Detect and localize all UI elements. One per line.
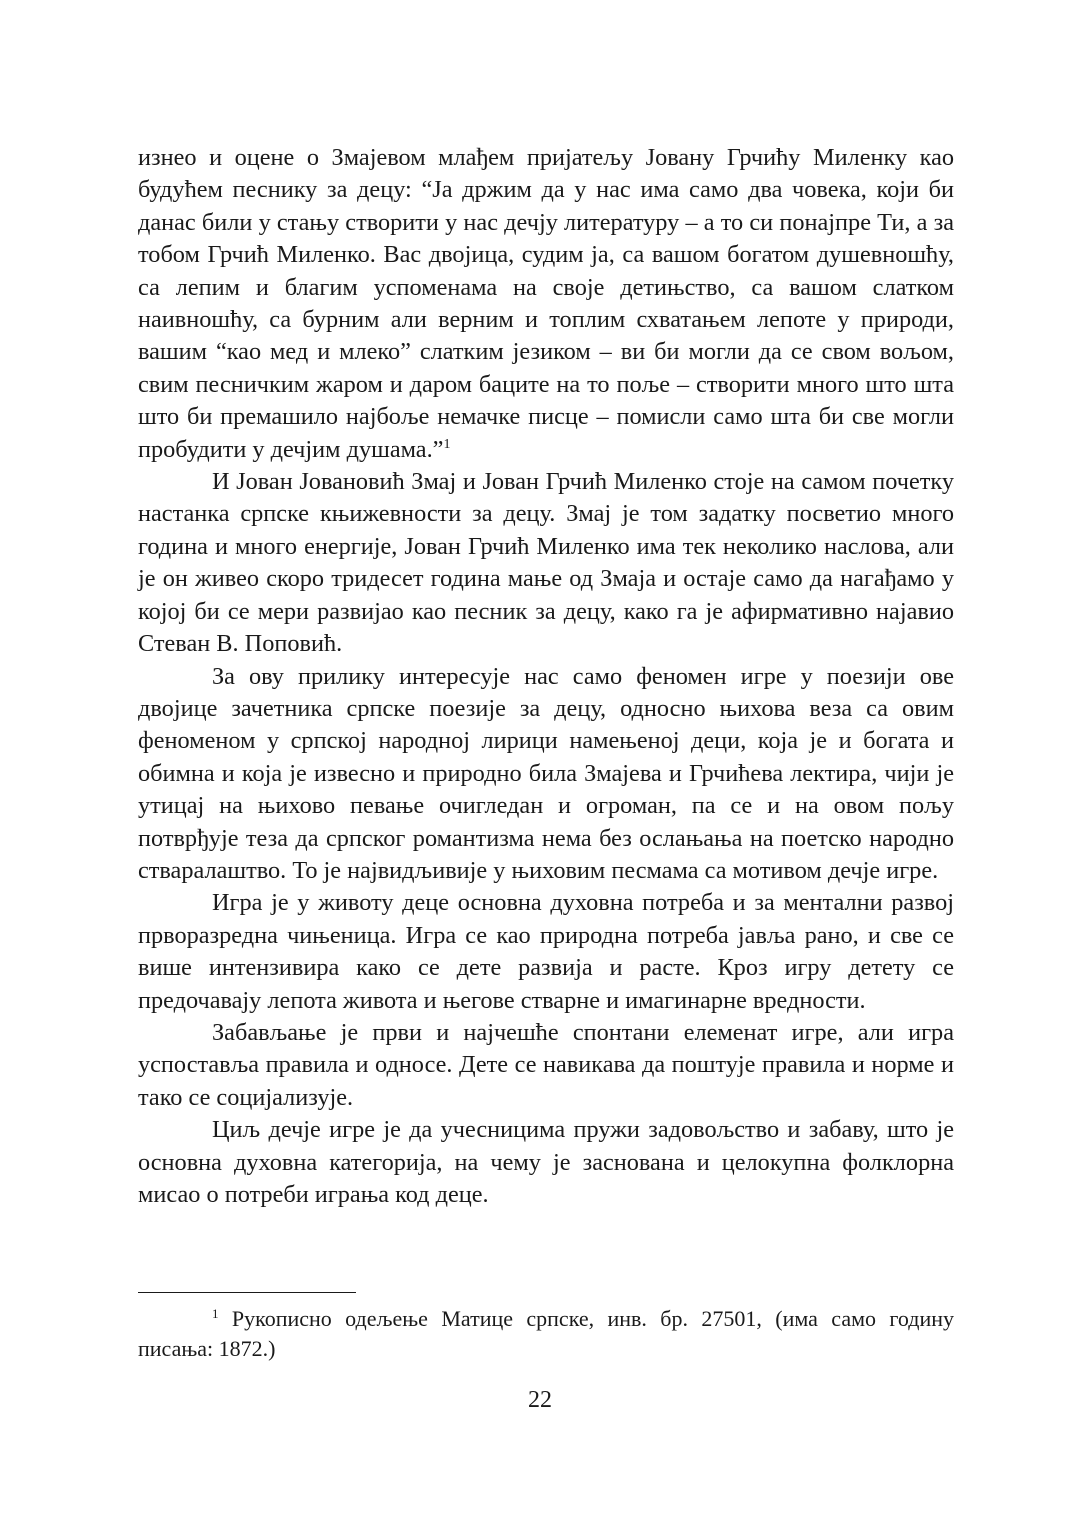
footnote-reference[interactable]: 1 (443, 436, 451, 452)
footnote-text: Рукописно одељење Матице српске, инв. бр. 27501, (има само годину писања: 1872.) (138, 1306, 954, 1361)
paragraph-6: Циљ дечје игре је да учесницима пружи задовољство и забаву, што је основна духовна категорија, на чему је заснована и целокупна фолклорна мисао о потреби играња код деце. (138, 1116, 954, 1208)
footnote (138, 1304, 954, 1364)
paragraph-2: И Јован Јовановић Змај и Јован Грчић Миленко стоје на самом почетку настанка српске књижевности за децу. Змај је том задатку посветио много година и много енергије, Јован Грчић Миленко има тек неколико наслова, али је он живео скоро тридесет година мање од Змаја и остаје само да нагађамо у којој би се мери развијао као песник за децу, како га је афирмативно најавио Стеван В. Поповић. (138, 468, 954, 658)
paragraph-4: Игра је у животу деце основна духовна потреба и за ментални развој прворазредна чињеница. Игра се као природна потреба јавља рано, и све се више интензивира како се дете развија и расте. Кроз игру детету се предочавају лепота живота и његове стварне и имагинарне вредности. (138, 889, 954, 1014)
paragraph-1-text: изнео и оцене о Змајевом млађем пријатељу Јовану Грчићу Миленку као будућем песнику за децу: “Ја држим да у нас има само два човека, који би данас били у стању створити у нас дечју литературу – а то си понајпре Ти, а за тобом Грчић Миленко. Вас двојица, судим ја, са вашом богатом душевношћу, са лепим и благим успоменама на своје детињство, са вашом слатком наивношћу, са бурним али верним и топлим схватањем лепоте у природи, вашим “као мед и млеко” слатким језиком – ви би могли да се свом вољом, свим песничким жаром и даром баците на то поље – створити много што шта што би премашило најбоље немачке писце – помисли само шта би све могли пробудити у дечјим душама.” (138, 144, 954, 463)
page-number: 22 (528, 1387, 552, 1413)
page-body (138, 142, 954, 1211)
footnote-divider (138, 1292, 356, 1293)
paragraph-5: Забављање је први и најчешће спонтани елеменат игре, али игра успоставља правила и односе. Дете се навикава да поштује правила и норме и тако се социјализује. (138, 1018, 954, 1111)
footnote-mark: 1 (212, 1306, 219, 1321)
paragraph-1 (138, 142, 954, 466)
paragraph-3: За ову прилику интересује нас само феномен игре у поезији ове двојице зачетника српске поезије за децу, односно њихова веза са овим феноменом у српској народној лирици намењеној деци, која је и богата и обимна и која је извесно и природно била Змајева и Грчићева лектира, чији је утицај на њихово певање очигледан и огроман, па се и на овом пољу потврђује теза да српског романтизма нема без ослањања на поетско народно стваралаштво. То је највидљивије у њиховим песмама са мотивом дечје игре. (138, 662, 954, 884)
